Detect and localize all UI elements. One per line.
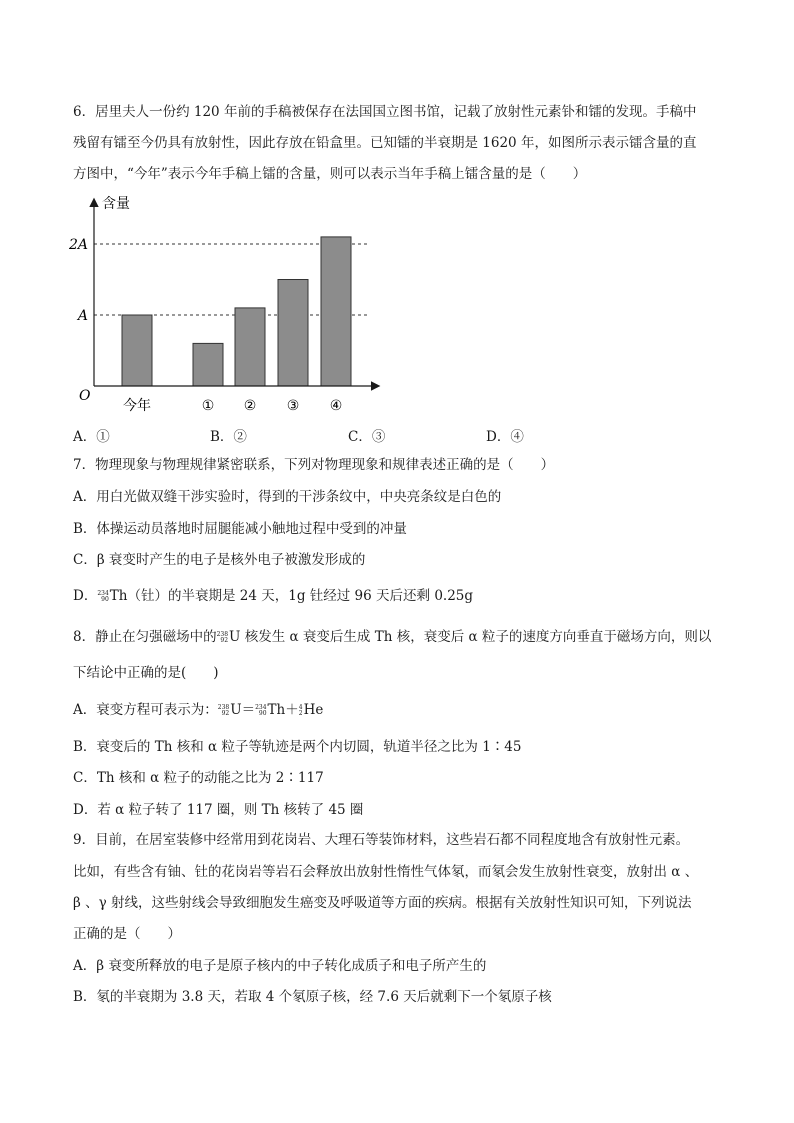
mass-number: 234 bbox=[255, 703, 267, 711]
q9-stem-line-1: 9．目前，在居室装修中经常用到花岗岩、大理石等装饰材料，这些岩石都不同程度地含有放射性元素。 bbox=[73, 832, 690, 848]
q8-option-c[interactable]: C．Th 核和 α 粒子的动能之比为 2∶117 bbox=[73, 770, 324, 786]
option-prefix: D． bbox=[73, 588, 98, 604]
q9-stem-line-3: β 、γ 射线，这些射线会导致细胞发生癌变及呼吸道等方面的疾病。根据有关放射性知识可知，下列说法 bbox=[73, 895, 692, 911]
q7-option-a[interactable]: A．用白光做双缝干涉实验时，得到的干涉条纹中，中央亮条纹是白色的 bbox=[73, 489, 502, 505]
q9-stem-line-4: 正确的是（ ） bbox=[73, 926, 181, 942]
q9-option-b[interactable]: B．氡的半衰期为 3.8 天，若取 4 个氡原子核，经 7.6 天后就剩下一个氡原子核 bbox=[73, 989, 552, 1005]
origin-label: O bbox=[79, 388, 91, 404]
q6-option-b[interactable]: B．② bbox=[210, 429, 247, 445]
q9-stem-line-2: 比如，有些含有铀、钍的花岗岩等岩石会释放出放射性惰性气体氡，而氡会发生放射性衰变，放射出 α 、 bbox=[73, 864, 699, 880]
y-tick-label: A bbox=[77, 308, 88, 324]
q6-stem-line-2: 残留有镭至今仍具有放射性，因此存放在铅盒里。已知镭的半衰期是 1620 年，如图所示表示镭含量的直 bbox=[73, 135, 697, 151]
symbol: U＝ bbox=[230, 702, 256, 718]
bar bbox=[122, 315, 152, 386]
atomic-number: 92 bbox=[220, 636, 229, 644]
mass-number: 4 bbox=[298, 703, 303, 711]
q8-option-a[interactable] bbox=[73, 701, 323, 719]
y-axis-label: 含量 bbox=[102, 196, 130, 212]
atomic-number: 2 bbox=[298, 709, 303, 717]
x-tick-label: ③ bbox=[286, 398, 300, 414]
nuclide-index bbox=[217, 632, 228, 644]
option-text: Th（钍）的半衰期是 24 天，1g 钍经过 96 天后还剩 0.25g bbox=[109, 588, 474, 604]
nuclide-index bbox=[218, 705, 229, 717]
bar bbox=[193, 343, 223, 386]
q8-stem-line-1 bbox=[73, 628, 711, 646]
symbol: Th＋ bbox=[267, 702, 299, 718]
atomic-number: 90 bbox=[101, 595, 109, 603]
nuclide-index bbox=[299, 705, 303, 717]
q6-option-c[interactable]: C．③ bbox=[348, 429, 386, 445]
nuclide-index bbox=[97, 591, 108, 603]
q6-option-a[interactable]: A．① bbox=[73, 429, 110, 445]
q7-option-c[interactable]: C．β 衰变时产生的电子是核外电子被激发形成的 bbox=[73, 552, 366, 568]
q8-stem-line-2: 下结论中正确的是( ) bbox=[73, 665, 219, 681]
bar bbox=[321, 237, 351, 386]
x-tick-label: ④ bbox=[329, 398, 343, 414]
x-tick-label: 今年 bbox=[123, 398, 151, 414]
bar-chart bbox=[68, 190, 393, 420]
atomic-number: 90 bbox=[258, 709, 267, 717]
stem-text: 8．静止在匀强磁场中的 bbox=[73, 629, 217, 645]
q7-stem: 7．物理现象与物理规律紧密联系，下列对物理现象和规律表述正确的是（ ） bbox=[73, 457, 555, 473]
q8-option-d[interactable]: D．若 α 粒子转了 117 圈，则 Th 核转了 45 圈 bbox=[73, 802, 364, 818]
y-tick-label: 2A bbox=[68, 237, 88, 253]
x-tick-label: ② bbox=[243, 398, 257, 414]
mass-number: 238 bbox=[216, 630, 229, 638]
atomic-number: 92 bbox=[221, 709, 230, 717]
nuclide-index bbox=[255, 705, 266, 717]
option-text: A．衰变方程可表示为： bbox=[73, 702, 218, 718]
stem-text: U 核发生 α 衰变后生成 Th 核，衰变后 α 粒子的速度方向垂直于磁场方向，则以 bbox=[229, 629, 712, 645]
q7-option-b[interactable]: B．体操运动员落地时屈腿能减小触地过程中受到的冲量 bbox=[73, 521, 407, 537]
q6-option-d[interactable]: D．④ bbox=[486, 429, 524, 445]
q7-option-d[interactable] bbox=[73, 587, 473, 605]
q8-option-b[interactable]: B．衰变后的 Th 核和 α 粒子等轨迹是两个内切圆，轨道半径之比为 1∶45 bbox=[73, 739, 522, 755]
bar bbox=[235, 308, 265, 386]
mass-number: 234 bbox=[97, 589, 109, 597]
q6-stem-line-1: 6．居里夫人一份约 120 年前的手稿被保存在法国国立图书馆，记载了放射性元素钋和镭的发现。手稿中 bbox=[73, 104, 697, 120]
q6-stem-line-3: 方图中，“今年”表示今年手稿上镭的含量，则可以表示当年手稿上镭含量的是（ ） bbox=[73, 166, 587, 182]
x-tick-label: ① bbox=[201, 398, 215, 414]
q9-option-a[interactable]: A．β 衰变所释放的电子是原子核内的中子转化成质子和电子所产生的 bbox=[73, 958, 487, 974]
mass-number: 238 bbox=[217, 703, 230, 711]
symbol: He bbox=[303, 702, 324, 718]
bar bbox=[278, 280, 308, 387]
